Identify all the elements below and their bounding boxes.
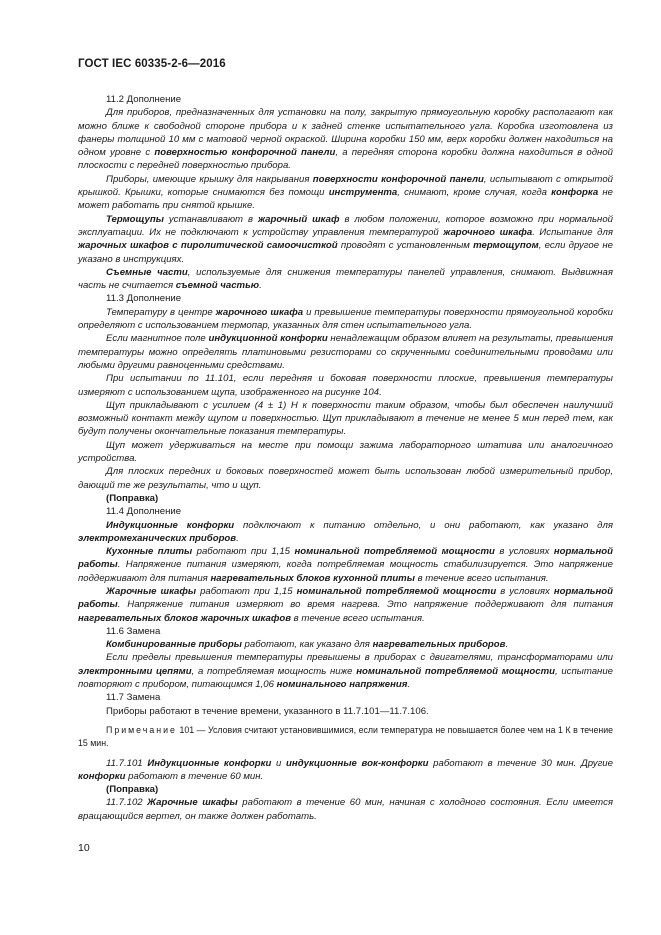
term-bold: съемной частью — [175, 280, 260, 292]
text-run: , снимают, кроме случая, когда — [397, 187, 552, 199]
text-run: , а передняя сторона коробки должна находиться в одной плоскости с передней поверхностью прибора. — [78, 147, 614, 172]
term-bold: номинальной потребляемой мощности — [356, 665, 556, 677]
term-bold: жарочного шкафа — [443, 226, 533, 238]
term-bold: нагревательных приборов — [372, 639, 506, 651]
text-run: . Напряжение питания измеряют во время нагрева. Это напряжение поддерживают для питания — [117, 599, 613, 611]
paragraph-p21 — [78, 691, 613, 704]
text-run: . — [505, 639, 509, 651]
document-body — [78, 93, 613, 823]
term-bold: индукционные вок-конфорки — [286, 757, 429, 769]
term-bold: нормальной работы — [78, 546, 614, 571]
text-run: работают при 1,15 — [192, 546, 295, 558]
paragraph-p19 — [78, 638, 613, 651]
paragraph-p17 — [78, 585, 613, 625]
paragraph-p9 — [78, 372, 613, 399]
term-bold: электромеханических приборов — [78, 532, 237, 544]
paragraph-p7 — [78, 306, 613, 333]
text-run: и превышение температуры поверхности прямоугольной коробки определяют с использованием термопар, указанных для стен испытательного угла. — [78, 306, 613, 332]
term-bold: жарочного шкафа — [215, 306, 304, 318]
text-run: . Испытание для — [532, 226, 613, 238]
term-bold: нагревательных блоков кухонной плиты — [210, 572, 415, 584]
term-bold: конфорки — [78, 770, 126, 782]
paragraph-p5 — [78, 266, 613, 293]
term-bold: нагревательных блоков жарочных шкафов — [78, 612, 291, 624]
text-run: При испытании по 11.101, если передняя и боковая поверхности плоские, превышения температуры измеряют с использованием щупа, изображенного на рисунке 104. — [78, 373, 613, 398]
paragraph-p2 — [78, 106, 613, 172]
text-run: в течение всего испытания. — [414, 572, 549, 584]
paragraph-p22 — [78, 705, 613, 718]
text-run: Приборы работают в течение времени, указанного в 11.7.101—11.7.106. — [106, 705, 429, 717]
note-label: Примечание — [106, 724, 177, 735]
text-run: , используемые для снижения температуры панелей управления, снимают. Выдвижная часть не считается — [78, 266, 613, 292]
paragraph-p26 — [78, 796, 613, 823]
paragraph-p1 — [78, 93, 613, 106]
text-run: 11.7.101 — [106, 757, 148, 769]
text-run: в любом положении, которое возможно при нормальной эксплуатации. Их не подключают к устройству управления температурой — [78, 213, 614, 238]
text-run: Если магнитное поле — [106, 333, 209, 345]
term-bold: термощупом — [473, 240, 539, 252]
paragraph-p24 — [78, 757, 613, 784]
text-run: 101 — Условия считают установившимися, если температура не повышается более чем на 1 К в течение 15 мин. — [78, 724, 613, 749]
text-run: . Напряжение питания измеряют, когда потребляемая мощность стабилизируется. Это напряжение поддерживают для питания — [78, 559, 613, 584]
paragraph-p14 — [78, 505, 613, 518]
paragraph-p15 — [78, 519, 613, 546]
text-run: 11.7 Замена — [106, 692, 161, 704]
text-run: Если пределы превышения температуры превышены в приборах с двигателями, трансформаторами или — [106, 652, 613, 664]
term-bold: номинального напряжения — [276, 679, 408, 691]
text-run: , а потребляемая мощность ниже — [191, 665, 357, 677]
term-bold: Съемные части — [106, 266, 188, 278]
term-bold: инструмента — [328, 187, 398, 199]
text-run: проводят с установленным — [337, 240, 474, 252]
text-run: 11.7.102 — [106, 797, 148, 809]
text-run: . — [407, 679, 411, 691]
text-run: не может работать при снятой крышке. — [78, 187, 614, 212]
paragraph-p11 — [78, 439, 613, 466]
text-run: и — [271, 757, 287, 769]
text-run: подключают к питанию отдельно, и они работают, как указано для — [234, 519, 613, 531]
page-number: 10 — [78, 842, 90, 854]
paragraph-p13 — [78, 492, 613, 505]
term-bold: Жарочные шкафы — [106, 585, 197, 597]
text-run: в условиях — [494, 546, 554, 558]
paragraph-p18 — [78, 625, 613, 638]
text-run: 11.2 Дополнение — [106, 94, 182, 105]
term-bold: Индукционные конфорки — [106, 519, 235, 531]
text-run: в течение всего испытания. — [291, 612, 425, 624]
paragraph-p23 — [78, 724, 613, 751]
paragraph-p8 — [78, 332, 613, 372]
term-bold: поверхностью конфорочной панели — [154, 147, 336, 159]
paragraph-p6 — [78, 292, 613, 305]
text-run: Для плоских передних и боковых поверхностей может быть использован любой измерительный прибор, дающий те же результаты, что и щуп. — [78, 466, 613, 491]
term-bold: жарочных шкафов с пиролитической самоочисткой — [78, 240, 338, 252]
text-run: устанавливают в — [163, 213, 258, 225]
term-bold: индукционной конфорки — [208, 333, 328, 345]
term-bold: Индукционные конфорки — [147, 757, 272, 769]
paragraph-p20 — [78, 651, 613, 691]
term-bold: (Поправка) — [106, 784, 159, 796]
text-run: Щуп прикладывают с усилием (4 ± 1) Н к поверхности таким образом, чтобы был обеспечен наилучший возможный контакт между щупом и поверхностью. Щуп прикладывают в течение не менее 5 мин перед тем, как будут получены окончательные показания температуры. — [78, 399, 613, 438]
term-bold: номинальной потребляемой мощности — [294, 546, 495, 558]
text-run: работают в течение 30 мин. Другие — [428, 757, 613, 769]
document-header: ГОСТ IEC 60335-2-6—2016 — [78, 58, 226, 70]
term-bold: Комбинированные приборы — [106, 639, 242, 651]
term-bold: Жарочные шкафы — [147, 797, 238, 809]
text-run: . — [236, 532, 239, 544]
term-bold: Термощупы — [106, 213, 164, 225]
paragraph-p10 — [78, 399, 613, 439]
text-run: работают в течение 60 мин, начиная с холодного состояния. Если имеется вращающийся вертел, он также должен работать. — [78, 797, 613, 822]
term-bold: Кухонные плиты — [106, 546, 193, 558]
paragraph-p4 — [78, 213, 613, 266]
term-bold: конфорка — [551, 187, 599, 199]
term-bold: поверхности конфорочной панели — [312, 173, 484, 185]
paragraph-p3 — [78, 173, 613, 213]
text-run: , испытание повторяют с прибором, питающимся 1,06 — [78, 665, 613, 691]
paragraph-p25 — [78, 783, 613, 796]
text-run: работают, как указано для — [241, 639, 373, 651]
term-bold: электронными цепями — [78, 665, 192, 677]
text-run: работают в течение 60 мин. — [125, 770, 264, 782]
text-run: , испытывают с открытой крышкой. Крышки, которые снимаются без помощи — [78, 173, 613, 199]
term-bold: нормальной работы — [78, 585, 614, 611]
text-run: ненадлежащим образом влияет на результаты, превышения температуры можно определять платиновыми резисторами со скрученными соединительными проводами или любыми другими равноценными средствами. — [78, 333, 613, 371]
term-bold: номинальной потребляемой мощности — [296, 585, 497, 597]
text-run: 11.4 Дополнение — [106, 506, 182, 518]
paragraph-p12 — [78, 465, 613, 492]
text-run: . — [259, 280, 262, 292]
term-bold: (Поправка) — [106, 492, 159, 504]
text-run: , если другое не указано в инструкциях. — [78, 240, 613, 265]
text-run: Приборы, имеющие крышку для накрывания — [106, 173, 313, 185]
text-run: в условиях — [496, 585, 554, 597]
text-run: Для приборов, предназначенных для установки на полу, закрытую прямоугольную коробку располагают как можно ближе к свободной стороне прибора и к задней стенке испытательного угла. Коробка изготовлена из фанеры толщиной 10 мм с матовой черной окраской. Ширина коробки 150 мм, верх коробки должен находиться на одном уровне с — [78, 107, 613, 159]
text-run: 11.3 Дополнение — [106, 293, 182, 305]
text-run: работают при 1,15 — [196, 585, 297, 597]
text-run: 11.6 Замена — [106, 625, 161, 637]
term-bold: жарочный шкаф — [257, 213, 340, 225]
text-run: Температуру в центре — [106, 306, 216, 318]
text-run: Щуп может удерживаться на месте при помощи зажима лабораторного штатива или аналогичного устройства. — [78, 439, 613, 465]
paragraph-p16 — [78, 545, 613, 585]
